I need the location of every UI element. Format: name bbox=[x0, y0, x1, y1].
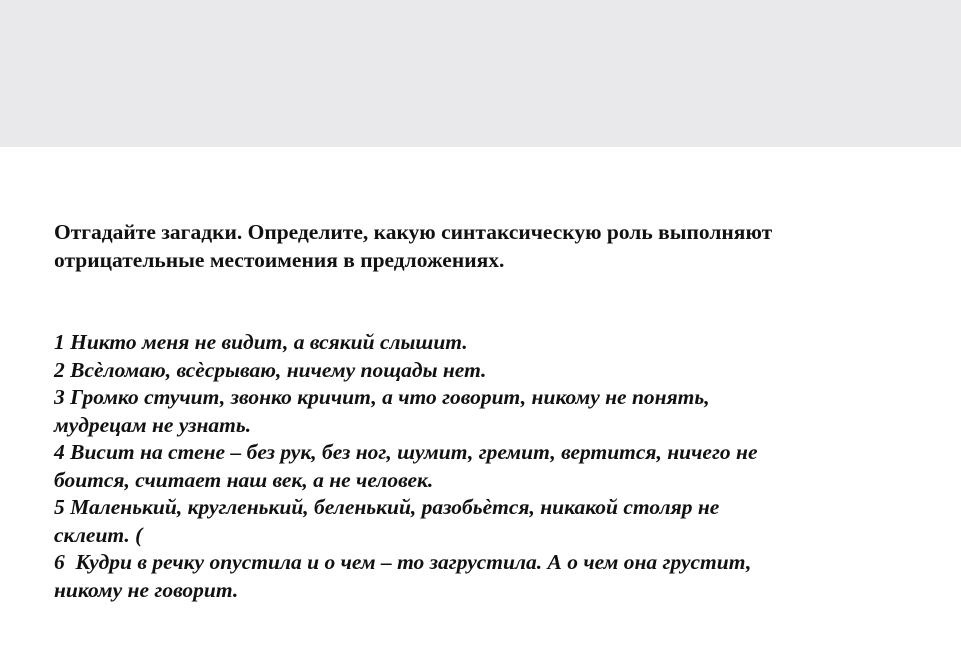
riddle-line: боится, считает наш век, а не человек. bbox=[54, 467, 434, 492]
riddle-line: 3 Громко стучит, звонко кричит, а что говорит, никому не понять, bbox=[54, 385, 710, 409]
task-heading-line-2: отрицательные местоимения в предложениях. bbox=[54, 248, 505, 272]
riddle-line: никому не говорит. bbox=[54, 577, 239, 602]
gray-header-band bbox=[0, 0, 961, 147]
riddle-line: 2 Всѐломаю, всѐсрываю, ничему пощады нет. bbox=[54, 357, 487, 382]
task-heading-line-1: Отгадайте загадки. Определите, какую синтаксическую роль выполняют bbox=[54, 220, 773, 244]
riddle-line: 5 Маленький, кругленький, беленький, разобьѐтся, никакой столяр не bbox=[54, 495, 720, 519]
riddle-line: 6 Кудри в речку опустила и о чем – то загрустила. А о чем она грустит, bbox=[54, 550, 752, 574]
riddle-line: мудрецам не узнать. bbox=[54, 412, 252, 437]
riddle-line: склеит. ( bbox=[54, 522, 143, 547]
riddle-line: 4 Висит на стене – без рук, без ног, шумит, гремит, вертится, ничего не bbox=[54, 440, 758, 464]
riddle-line: 1 Никто меня не видит, а всякий слышит. bbox=[54, 330, 468, 354]
riddles-list bbox=[54, 329, 934, 604]
document-body bbox=[54, 218, 934, 604]
